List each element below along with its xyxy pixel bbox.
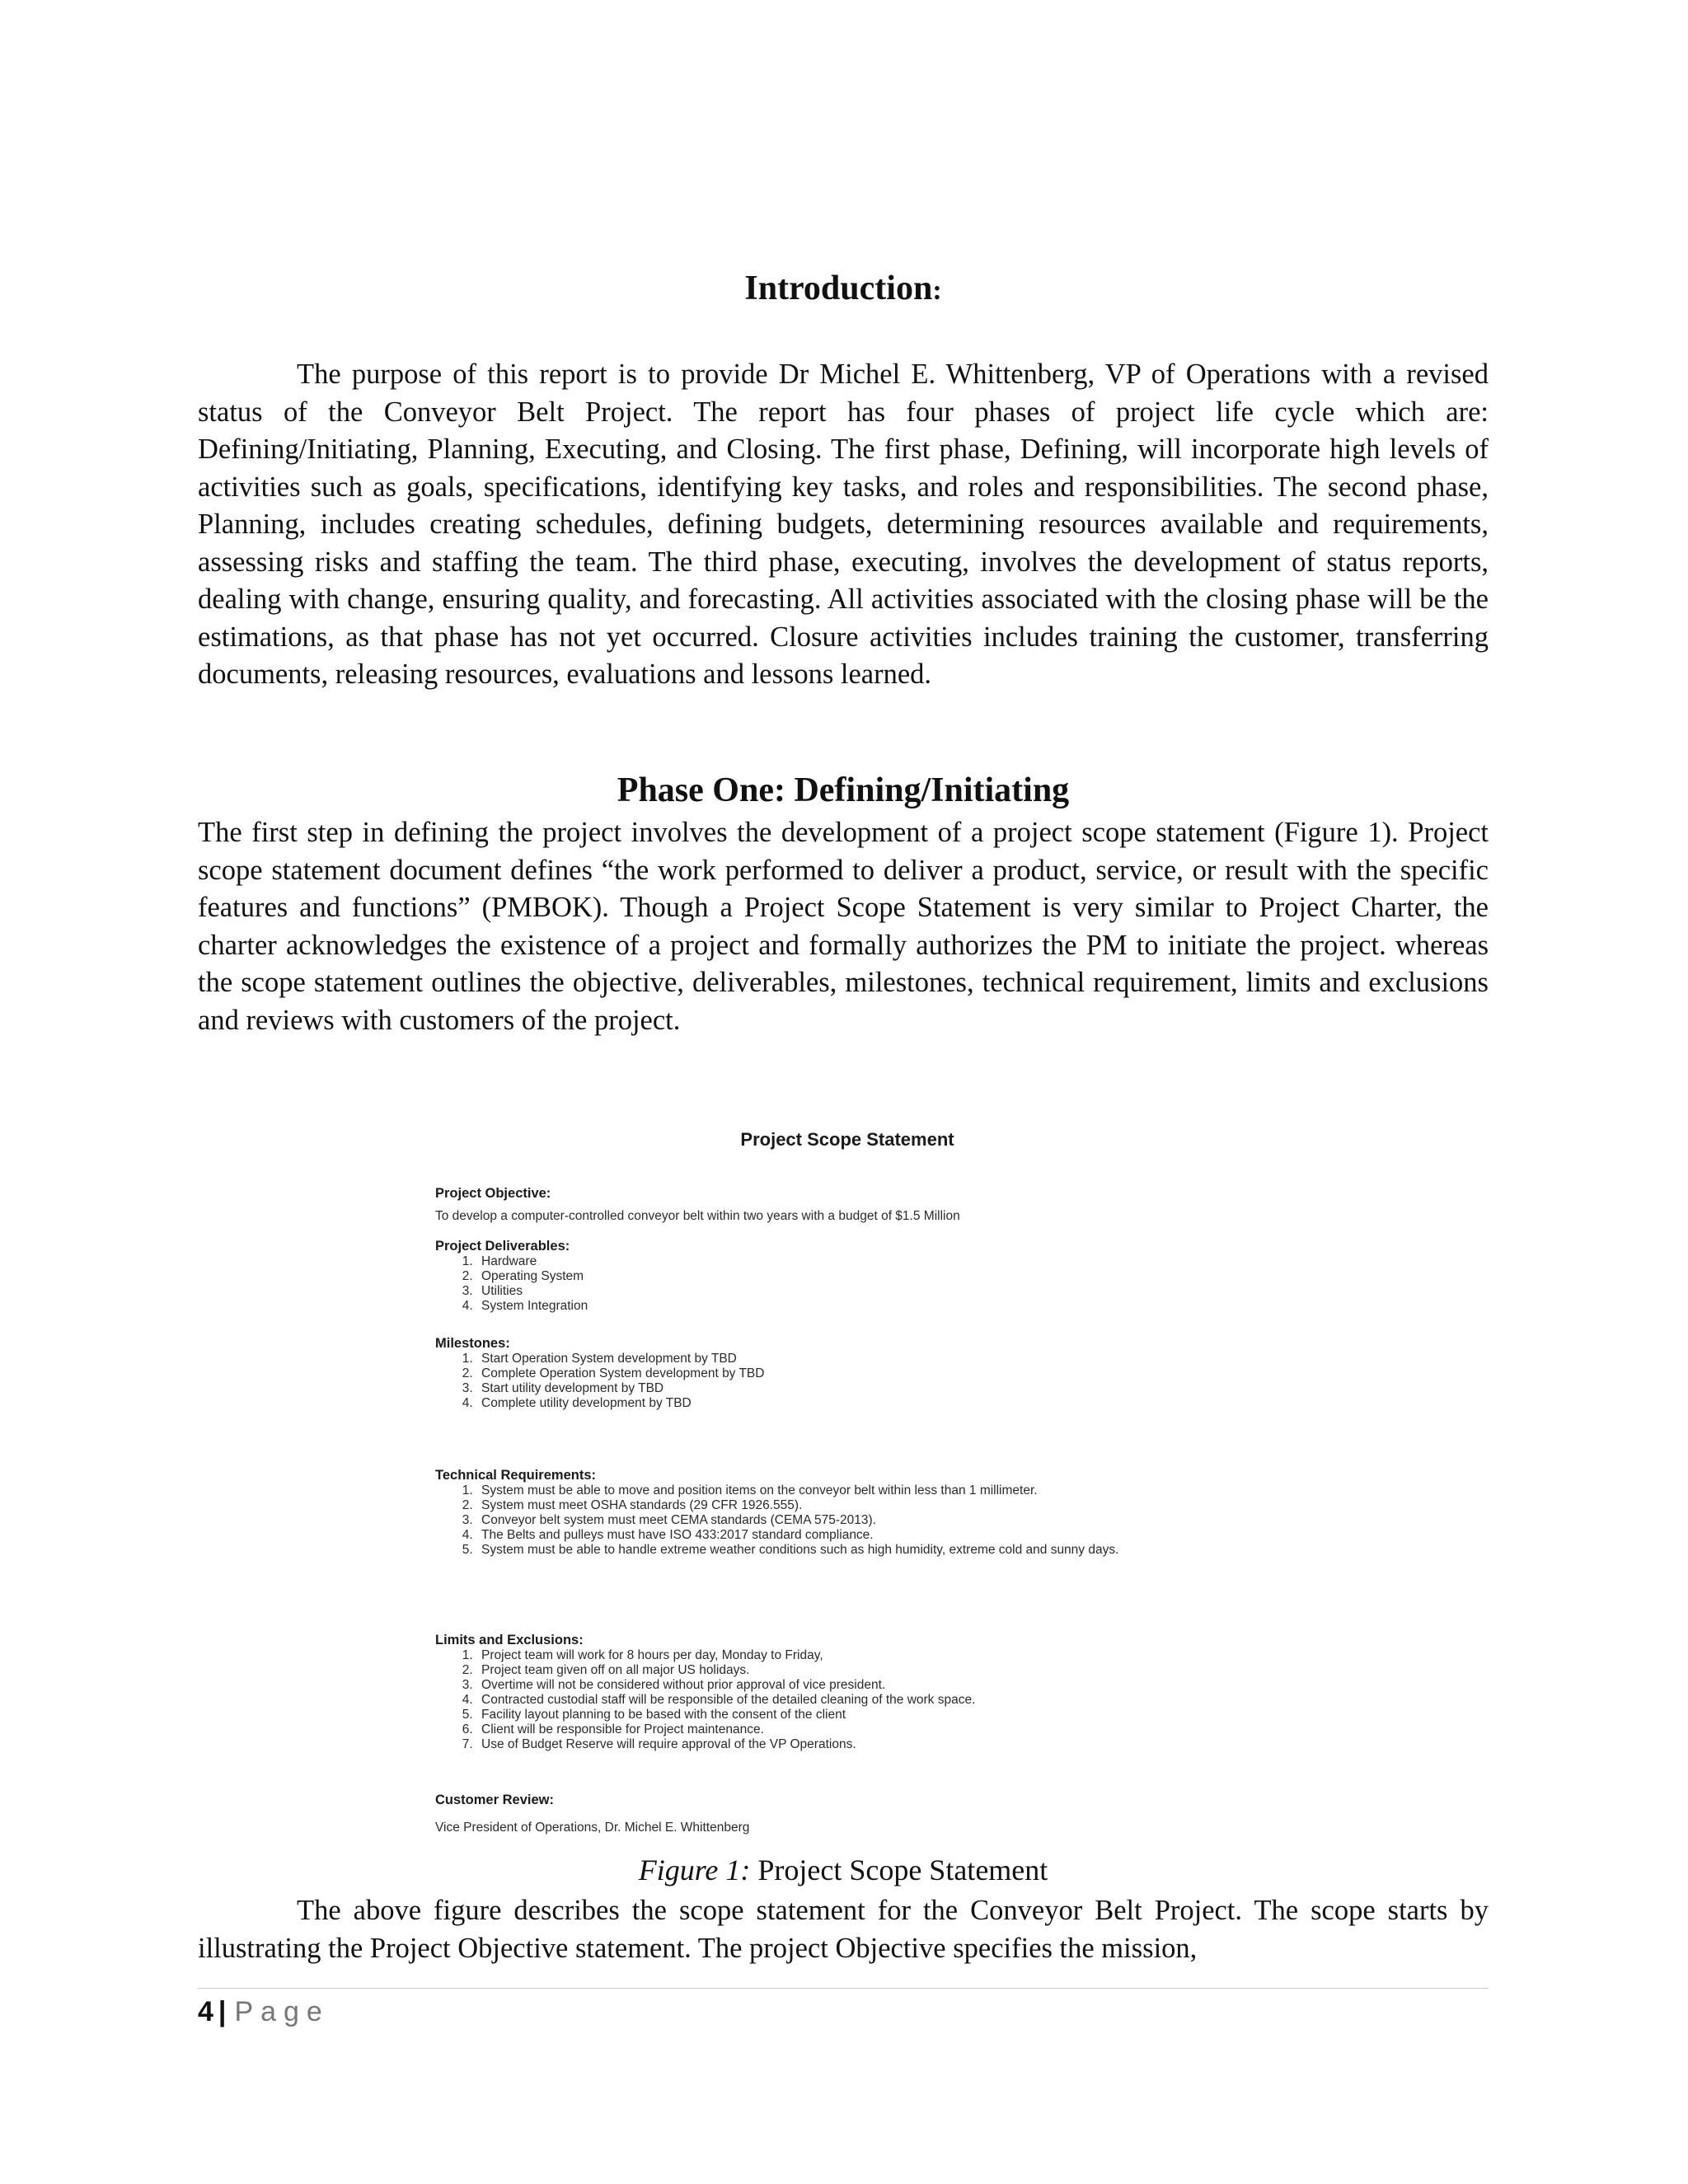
document-page: [198, 0, 1489, 2184]
list-item: 4. The Belts and pulleys must have ISO 433:2017 standard compliance.: [476, 1528, 1309, 1543]
figure-caption: [198, 1853, 1489, 1887]
list-item: 5. System must be able to handle extreme weather conditions such as high humidity, extreme cold and sunny days.: [476, 1543, 1309, 1558]
review-heading: Customer Review:: [435, 1793, 554, 1807]
technical-list: [435, 1483, 1309, 1558]
list-item: 4. System Integration: [476, 1299, 1309, 1314]
list-item: 1. Start Operation System development by TBD: [476, 1352, 1309, 1366]
review-section: [435, 1792, 1309, 1835]
limits-section: [435, 1632, 1309, 1752]
deliverables-section: [435, 1238, 1309, 1314]
technical-section: [435, 1467, 1309, 1558]
technical-heading: Technical Requirements:: [435, 1468, 596, 1483]
caption-text: Project Scope Statement: [750, 1854, 1048, 1886]
milestones-section: [435, 1335, 1309, 1411]
page-footer: [198, 1996, 330, 2028]
scope-statement-figure: [435, 1129, 1540, 1846]
milestones-heading: Milestones:: [435, 1336, 510, 1351]
list-item: 2. Operating System: [476, 1269, 1309, 1284]
introduction-heading: Introduction:: [744, 269, 942, 307]
page-number: 4: [198, 1996, 213, 2027]
list-item: 5. Facility layout planning to be based with the consent of the client: [476, 1708, 1309, 1722]
list-item: 3. Start utility development by TBD: [476, 1381, 1309, 1396]
figure-title: Project Scope Statement: [740, 1129, 954, 1150]
list-item: 2. Project team given off on all major US holidays.: [476, 1663, 1309, 1678]
footer-separator: |: [218, 1996, 227, 2027]
list-item: 4. Complete utility development by TBD: [476, 1396, 1309, 1411]
limits-heading: Limits and Exclusions:: [435, 1633, 584, 1647]
limits-list: [435, 1648, 1309, 1752]
list-item: 6. Client will be responsible for Project maintenance.: [476, 1722, 1309, 1737]
caption-label: Figure 1:: [638, 1854, 751, 1886]
closing-paragraph: The above figure describes the scope statement for the Conveyor Belt Project. The scope starts by illustrating the Project Objective statement. The project Objective specifies the mission,: [198, 1895, 1489, 1964]
list-item: 2. Complete Operation System development by TBD: [476, 1366, 1309, 1381]
list-item: 3. Conveyor belt system must meet CEMA standards (CEMA 575-2013).: [476, 1513, 1309, 1528]
list-item: 1. System must be able to move and position items on the conveyor belt within less than 1 millimeter.: [476, 1483, 1309, 1498]
milestones-list: [435, 1352, 1309, 1411]
objective-heading: Project Objective:: [435, 1186, 551, 1201]
objective-text: To develop a computer-controlled conveyor belt within two years with a budget of $1.5 Million: [435, 1209, 960, 1223]
list-item: 7. Use of Budget Reserve will require approval of the VP Operations.: [476, 1737, 1309, 1752]
review-text: Vice President of Operations, Dr. Michel E. Whittenberg: [435, 1821, 750, 1835]
list-item: 4. Contracted custodial staff will be responsible of the detailed cleaning of the work space.: [476, 1693, 1309, 1708]
phase-one-paragraph: The first step in defining the project involves the development of a project scope statement (Figure 1). Project scope statement document defines “the work performed to deliver a product, service, or result with the specific features and functions” (PMBOK). Though a Project Scope Statement is very similar to Project Charter, the charter acknowledges the existence of a project and formally authorizes the PM to initiate the project. whereas the scope statement outlines the objective, deliverables, milestones, technical requirement, limits and exclusions and reviews with customers of the project.: [198, 817, 1489, 1036]
list-item: 2. System must meet OSHA standards (29 CFR 1926.555).: [476, 1498, 1309, 1513]
deliverables-list: [435, 1254, 1309, 1314]
deliverables-heading: Project Deliverables:: [435, 1239, 570, 1254]
list-item: 1. Hardware: [476, 1254, 1309, 1269]
list-item: 3. Overtime will not be considered without prior approval of vice president.: [476, 1678, 1309, 1693]
page-label: Page: [234, 1996, 330, 2027]
list-item: 1. Project team will work for 8 hours per day, Monday to Friday,: [476, 1648, 1309, 1663]
phase-one-heading: Phase One: Defining/Initiating: [617, 771, 1070, 809]
footer-divider: [198, 1988, 1489, 1989]
list-item: 3. Utilities: [476, 1284, 1309, 1299]
objective-section: [435, 1185, 1309, 1224]
introduction-paragraph: The purpose of this report is to provide Dr Michel E. Whittenberg, VP of Operations with a revised status of the Conveyor Belt Project. The report has four phases of project life cycle which are: Defining/Initiating, Planning, Executing, and Closing. The first phase, Defining, will incorporate high levels of activities such as goals, specifications, identifying key tasks, and roles and responsibilities. The second phase, Planning, includes creating schedules, defining budgets, determining resources available and requirements, assessing risks and staffing the team. The third phase, executing, involves the development of status reports, dealing with change, ensuring quality, and forecasting. All activities associated with the closing phase will be the estimations, as that phase has not yet occurred. Closure activities includes training the customer, transferring documents, releasing resources, evaluations and lessons learned.: [198, 359, 1489, 690]
